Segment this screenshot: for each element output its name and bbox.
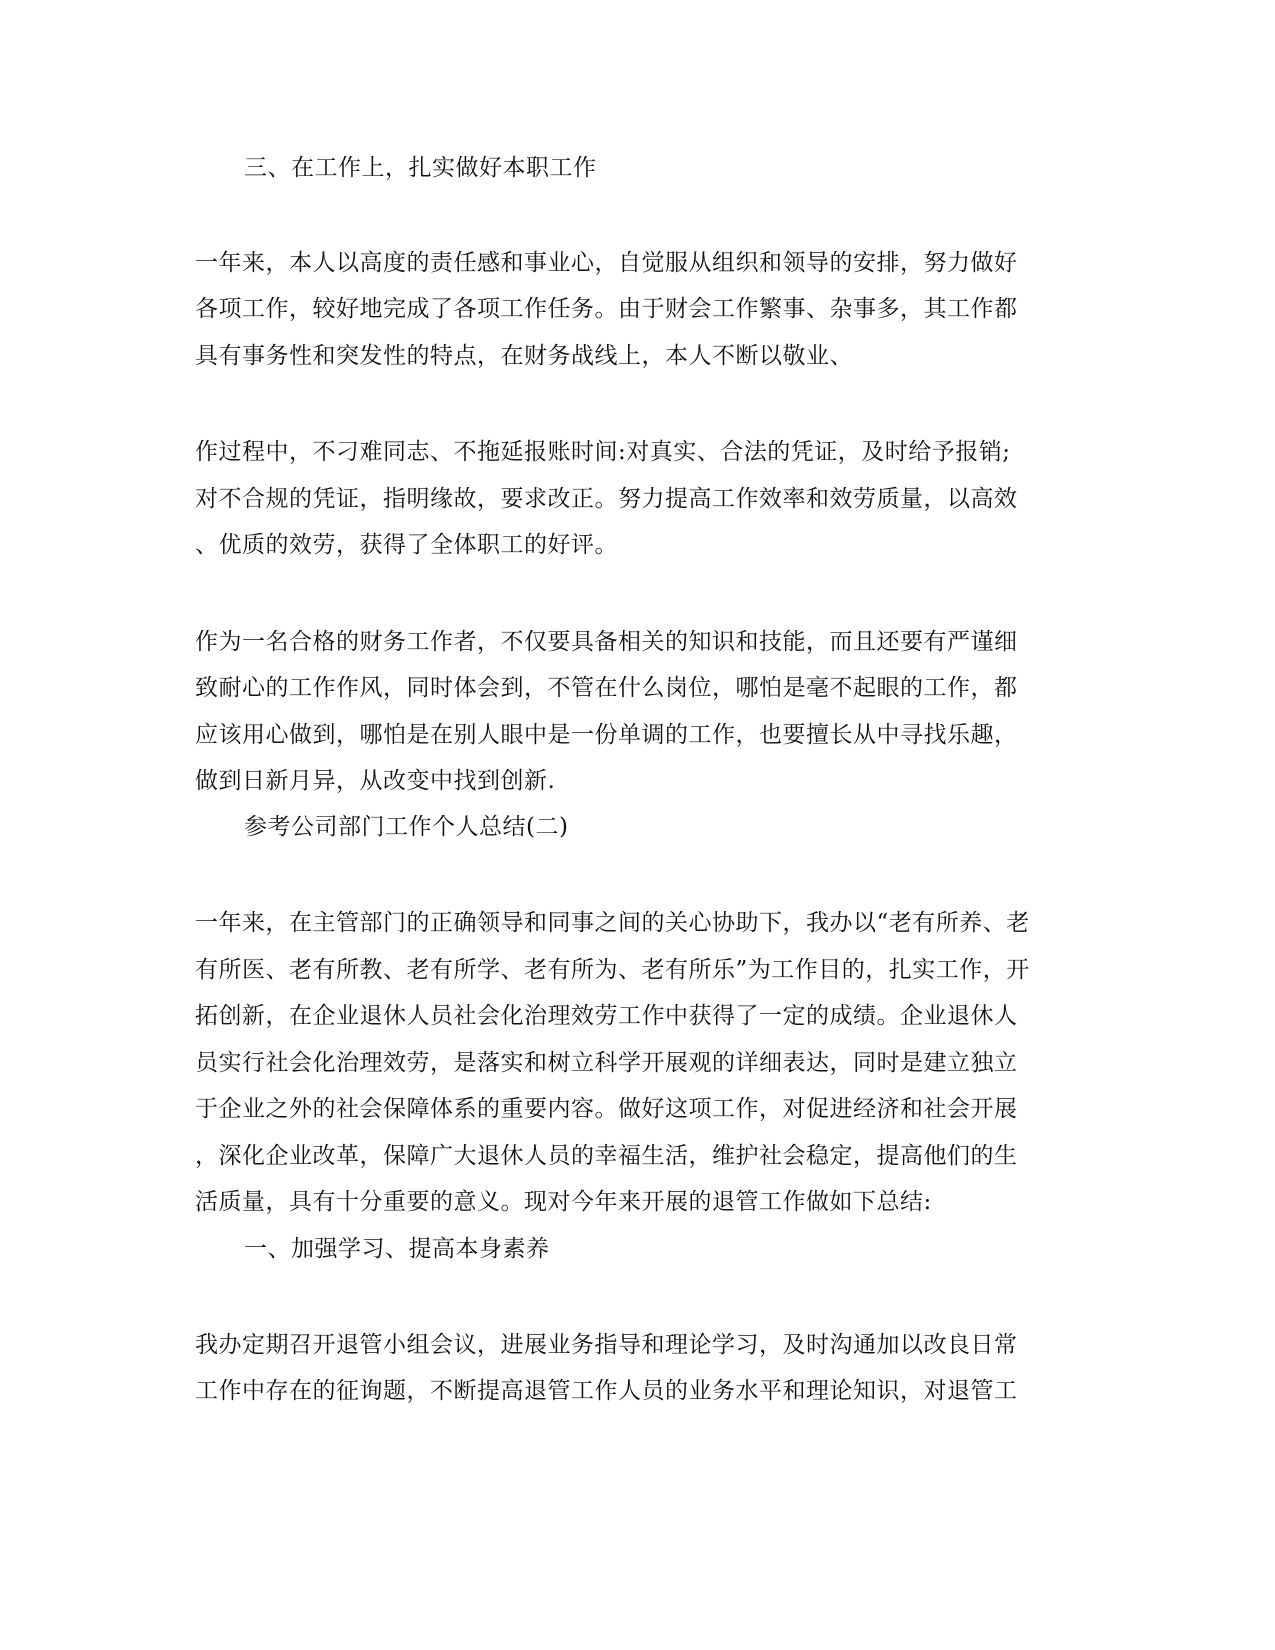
paragraph-line: 工作中存在的征询题，不断提高退管工作人员的业务水平和理论知识，对退管工: [195, 1378, 1018, 1404]
paragraph-line: 一年来，在主管部门的正确领导和同事之间的关心协助下，我办以“老有所养、老: [195, 910, 1030, 936]
article-title: 参考公司部门工作个人总结(二): [244, 814, 569, 840]
paragraph-line: 对不合规的凭证，指明缘故，要求改正。努力提高工作效率和效劳质量，以高效: [195, 486, 1018, 512]
paragraph-line: 员实行社会化治理效劳，是落实和树立科学开展观的详细表达，同时是建立独立: [195, 1050, 1018, 1076]
paragraph-line: 作为一名合格的财务工作者，不仅要具备相关的知识和技能，而且还要有严谨细: [195, 629, 1018, 655]
paragraph-line: 、优质的效劳，获得了全体职工的好评。: [195, 532, 618, 558]
paragraph-line: 致耐心的工作作风，同时体会到，不管在什么岗位，哪怕是毫不起眼的工作，都: [195, 675, 1018, 701]
paragraph-line: 有所医、老有所教、老有所学、老有所为、老有所乐”为工作目的，扎实工作，开: [195, 957, 1030, 983]
paragraph-line: 活质量，具有十分重要的意义。现对今年来开展的退管工作做如下总结:: [195, 1189, 932, 1215]
paragraph-line: 我办定期召开退管小组会议，进展业务指导和理论学习，及时沟通加以改良日常: [195, 1332, 1018, 1358]
paragraph-line: ，深化企业改革，保障广大退休人员的幸福生活，维护社会稳定，提高他们的生: [195, 1143, 1018, 1169]
section-heading-1: 一、加强学习、提高本身素养: [244, 1236, 550, 1262]
paragraph-line: 具有事务性和突发性的特点，在财务战线上，本人不断以敬业、: [195, 343, 853, 369]
paragraph-line: 一年来，本人以高度的责任感和事业心，自觉服从组织和领导的安排，努力做好: [195, 250, 1018, 276]
section-heading-3: 三、在工作上，扎实做好本职工作: [244, 155, 597, 181]
paragraph-line: 各项工作，较好地完成了各项工作任务。由于财会工作繁事、杂事多，其工作都: [195, 296, 1018, 322]
paragraph-line: 拓创新，在企业退休人员社会化治理效劳工作中获得了一定的成绩。企业退休人: [195, 1003, 1018, 1029]
paragraph-line: 于企业之外的社会保障体系的重要内容。做好这项工作，对促进经济和社会开展: [195, 1096, 1018, 1122]
paragraph-line: 应该用心做到，哪怕是在别人眼中是一份单调的工作，也要擅长从中寻找乐趣，: [195, 722, 1018, 748]
paragraph-line: 做到日新月异，从改变中找到创新.: [195, 768, 556, 794]
paragraph-line: 作过程中，不刁难同志、不拖延报账时间:对真实、合法的凭证，及时给予报销;: [195, 439, 1011, 465]
